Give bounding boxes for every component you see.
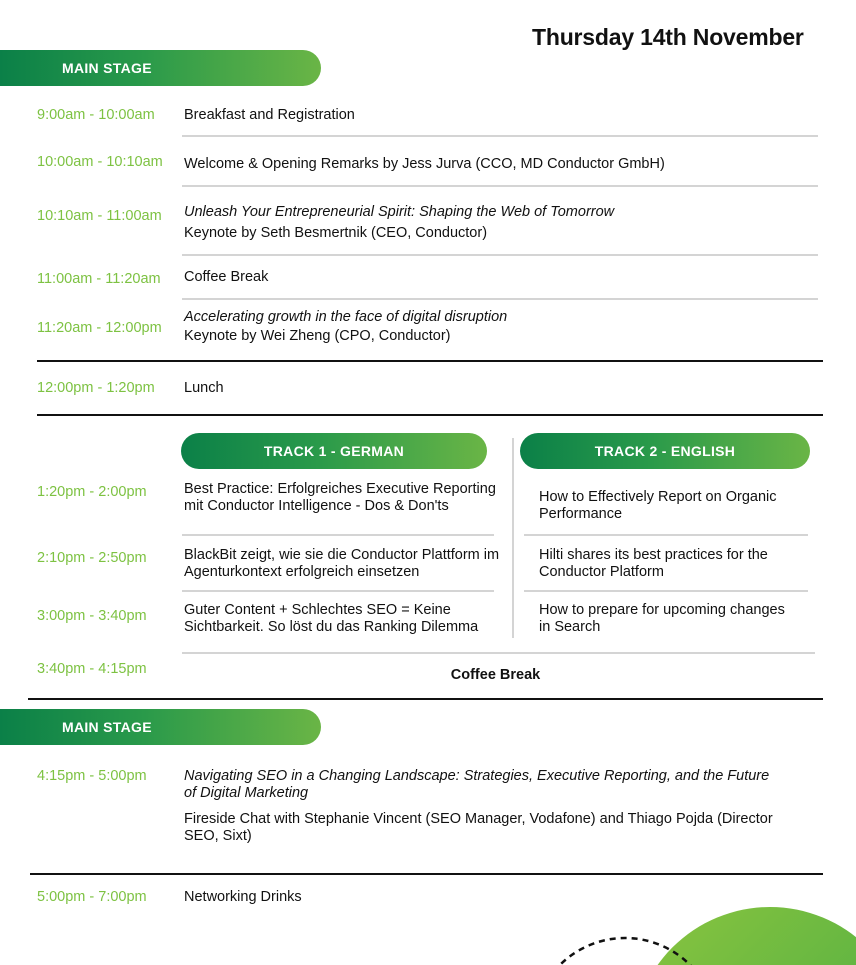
session-time: 2:10pm - 2:50pm [37,550,147,566]
session-title: Coffee Break [450,667,541,683]
page-title: Thursday 14th November [532,24,804,50]
speaker: Keynote by Wei Zheng (CPO, Conductor) [184,328,451,344]
session-time: 11:20am - 12:00pm [37,320,162,336]
track-1-session: Best Practice: Erfolgreiches Executive Reporting mit Conductor Intelligence - Dos & Don'ts [184,481,496,514]
session-title: Networking Drinks [184,889,302,905]
track-1-session: BlackBit zeigt, wie sie die Conductor Plattform im Agenturkontext erfolgreich einsetzen [184,547,500,580]
speaker: Fireside Chat with Stephanie Vincent (SEO Manager, Vodafone) and Thiago Pojda (Director SEO, Sixt) [184,811,773,844]
session-time: 5:00pm - 7:00pm [37,889,147,905]
section-label: MAIN STAGE [62,60,152,76]
session-title: Breakfast and Registration [184,107,355,123]
session-title: Coffee Break [184,269,269,285]
session-time: 1:20pm - 2:00pm [37,484,147,500]
session-time: 3:40pm - 4:15pm [37,661,147,677]
track-1-session: Guter Content + Schlechtes SEO = Keine Sichtbarkeit. So löst du das Ranking Dilemma [184,602,479,635]
session-time: 4:15pm - 5:00pm [37,768,147,784]
session-time: 3:00pm - 3:40pm [37,608,147,624]
track-label: TRACK 2 - ENGLISH [594,443,736,459]
session-title: Welcome & Opening Remarks by Jess Jurva (CCO, MD Conductor GmbH) [184,156,665,172]
track-2-session: How to prepare for upcoming changes in Search [539,602,785,635]
speaker: Keynote by Seth Besmertnik (CEO, Conductor) [184,225,488,241]
talk-title: Accelerating growth in the face of digital disruption [184,309,508,325]
session-time: 9:00am - 10:00am [37,107,155,123]
session-time: 10:10am - 11:00am [37,208,162,224]
session-time: 11:00am - 11:20am [37,271,161,287]
session-title: Lunch [184,380,224,396]
talk-title: Unleash Your Entrepreneurial Spirit: Shaping the Web of Tomorrow [184,204,615,220]
track-2-session: How to Effectively Report on Organic Performance [539,489,777,522]
track-2-session: Hilti shares its best practices for the Conductor Platform [539,547,768,580]
track-label: TRACK 1 - GERMAN [263,443,405,459]
session-time: 12:00pm - 1:20pm [37,380,155,396]
talk-title: Navigating SEO in a Changing Landscape: Strategies, Executive Reporting, and the Future of Digital Marketing [184,768,770,801]
session-time: 10:00am - 10:10am [37,154,163,170]
section-label: MAIN STAGE [62,719,152,735]
